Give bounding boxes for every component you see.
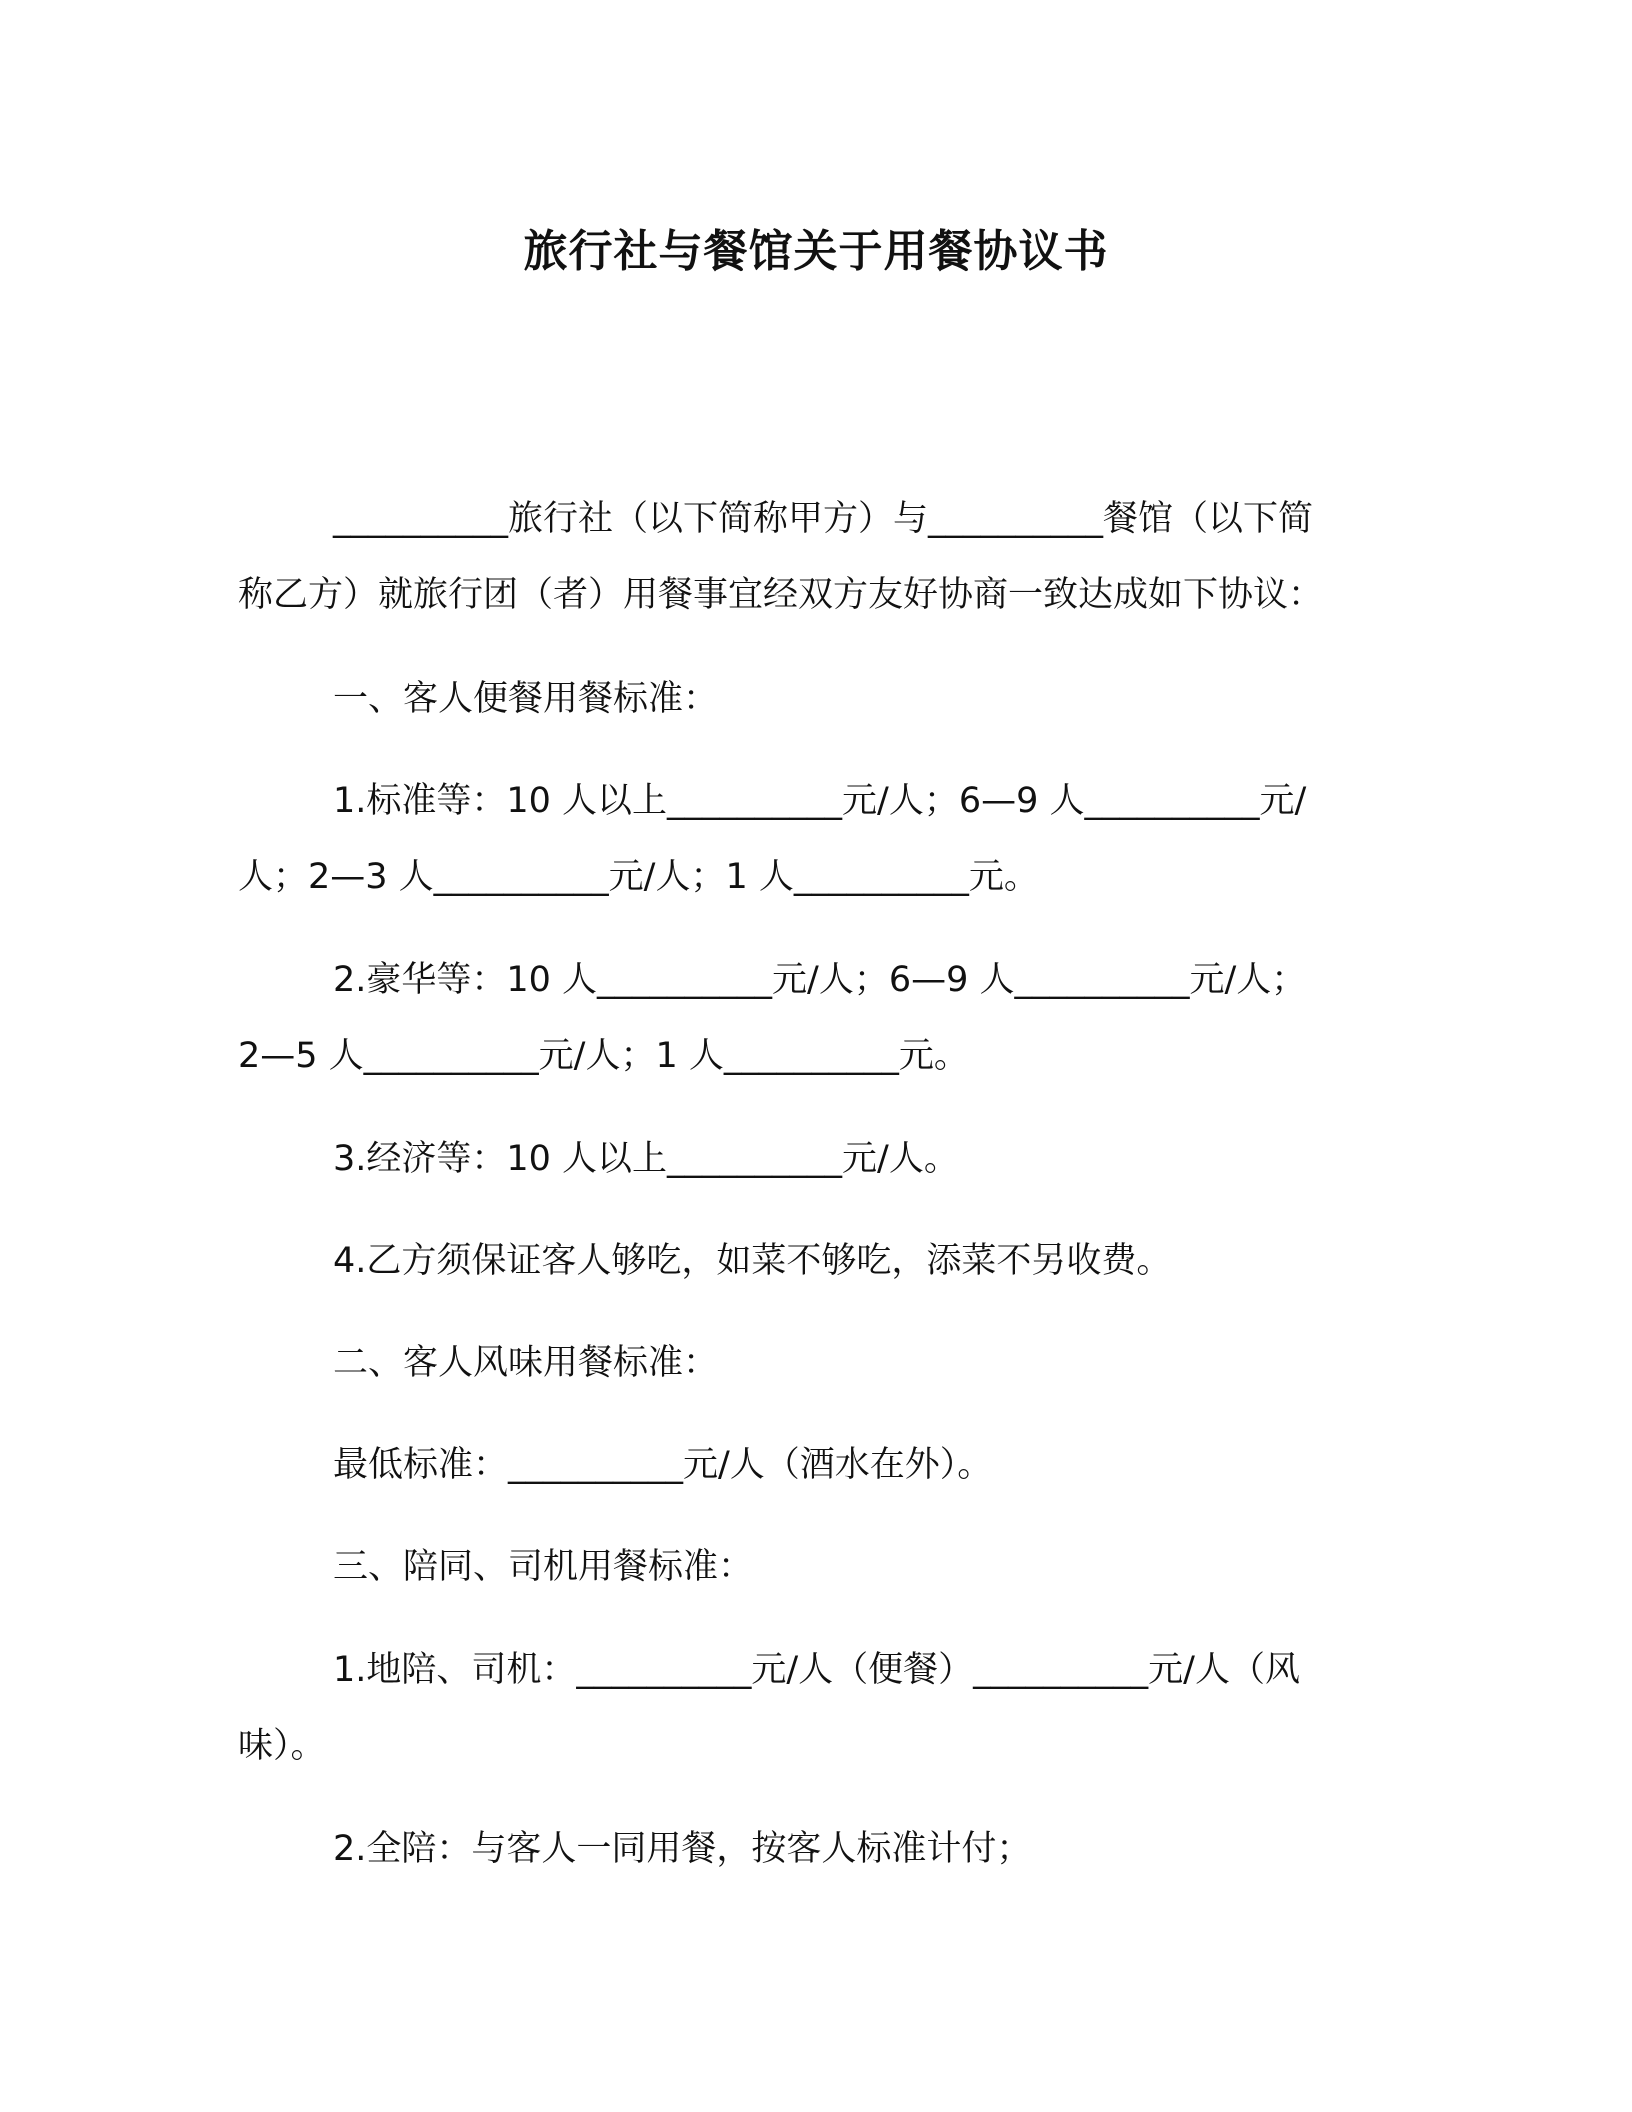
item-full-escort: 2.全陪：与客人一同用餐，按客人标准计付； xyxy=(333,1829,1032,1869)
document-title: 旅行社与餐馆关于用餐协议书 xyxy=(523,226,1109,277)
item-luxury-line-1: 2.豪华等：10 人__________元/人；6—9 人__________元/人； xyxy=(333,960,1307,1000)
item-minimum-standard: 最低标准：__________元/人（酒水在外）。 xyxy=(333,1445,993,1485)
item-standard-line-2: 人；2—3 人__________元/人；1 人__________元。 xyxy=(238,857,1039,897)
section-heading-1: 一、客人便餐用餐标准： xyxy=(333,679,719,719)
paragraph-intro-line-1: __________旅行社（以下简称甲方）与__________餐馆（以下简 xyxy=(333,499,1314,539)
item-standard-line-1: 1.标准等：10 人以上__________元/人；6—9 人__________元/ xyxy=(333,781,1307,821)
item-local-guide-line-1: 1.地陪、司机：__________元/人（便餐）__________元/人（风 xyxy=(333,1650,1300,1690)
paragraph-intro-line-2: 称乙方）就旅行团（者）用餐事宜经双方友好协商一致达成如下协议： xyxy=(238,575,1324,615)
item-local-guide-line-2: 味）。 xyxy=(238,1726,326,1766)
section-heading-2: 二、客人风味用餐标准： xyxy=(333,1343,719,1383)
item-economy: 3.经济等：10 人以上__________元/人。 xyxy=(333,1139,959,1179)
item-sufficient-food: 4.乙方须保证客人够吃，如菜不够吃，添菜不另收费。 xyxy=(333,1241,1172,1281)
item-luxury-line-2: 2—5 人__________元/人；1 人__________元。 xyxy=(238,1036,969,1076)
section-heading-3: 三、陪同、司机用餐标准： xyxy=(333,1547,754,1587)
